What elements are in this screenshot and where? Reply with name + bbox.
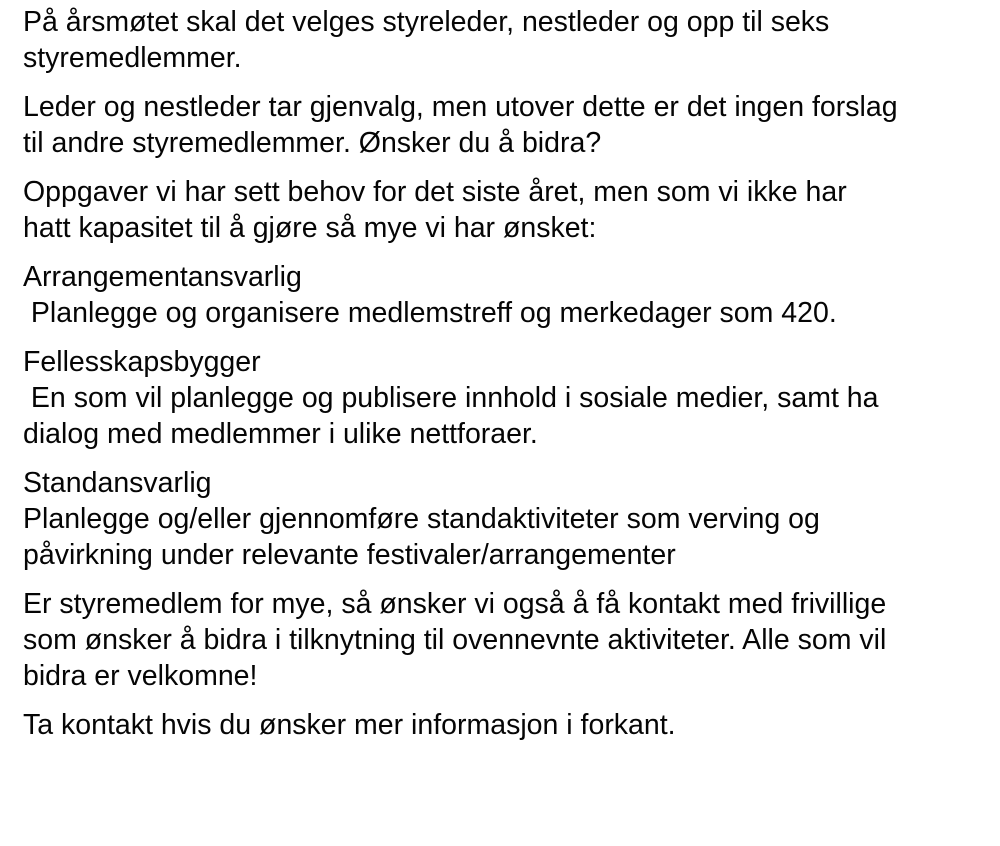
role-description: påvirkning under relevante festivaler/arrangementer xyxy=(23,539,676,571)
paragraph-reelection xyxy=(23,89,988,161)
role-title: Fellesskapsbygger xyxy=(23,346,261,378)
role-description: Planlegge og organisere medlemstreff og merkedager som 420. xyxy=(23,297,837,329)
paragraph-contact xyxy=(23,707,988,743)
paragraph-election-intro xyxy=(23,4,988,76)
paragraph-role-event-manager xyxy=(23,259,988,331)
text-line: som ønsker å bidra i tilknytning til ovennevnte aktiviteter. Alle som vil xyxy=(23,624,887,656)
paragraph-role-community-builder xyxy=(23,344,988,452)
text-line: styremedlemmer. xyxy=(23,42,242,74)
role-description: dialog med medlemmer i ulike nettforaer. xyxy=(23,418,538,450)
role-description: En som vil planlegge og publisere innhold i sosiale medier, samt ha xyxy=(23,382,879,414)
text-line: Ta kontakt hvis du ønsker mer informasjon i forkant. xyxy=(23,709,676,741)
role-title: Arrangementansvarlig xyxy=(23,261,302,293)
role-title: Standansvarlig xyxy=(23,467,212,499)
text-line: På årsmøtet skal det velges styreleder, nestleder og opp til seks xyxy=(23,6,830,38)
text-line: Er styremedlem for mye, så ønsker vi også å få kontakt med frivillige xyxy=(23,588,887,620)
paragraph-role-stand-manager xyxy=(23,465,988,573)
text-line: hatt kapasitet til å gjøre så mye vi har ønsket: xyxy=(23,212,597,244)
post-body xyxy=(23,4,988,743)
role-description: Planlegge og/eller gjennomføre standaktiviteter som verving og xyxy=(23,503,820,535)
paragraph-tasks-intro xyxy=(23,174,988,246)
text-line: Oppgaver vi har sett behov for det siste året, men som vi ikke har xyxy=(23,176,847,208)
text-line: Leder og nestleder tar gjenvalg, men utover dette er det ingen forslag xyxy=(23,91,898,123)
paragraph-volunteers xyxy=(23,586,988,694)
text-line: bidra er velkomne! xyxy=(23,660,258,692)
text-line: til andre styremedlemmer. Ønsker du å bidra? xyxy=(23,127,602,159)
